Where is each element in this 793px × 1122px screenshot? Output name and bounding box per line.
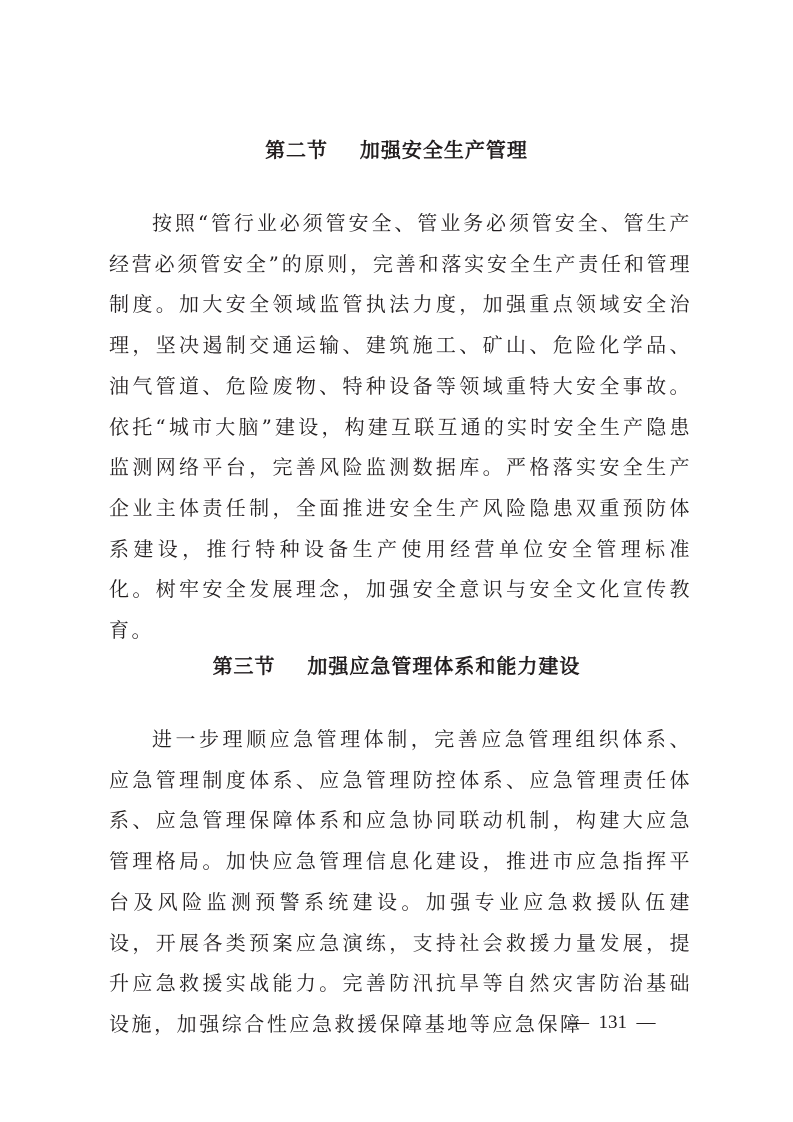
section-paragraph: 按照“管行业必须管安全、管业务必须管安全、管生产经营必须管安全”的原则，完善和落实安全生产责任和管理制度。加大安全领域监管执法力度，加强重点领域安全治理，坚决遏制交通运输、建筑施工、矿山、危险化学品、油气管道、危险废物、特种设备等领域重特大安全事故。依托“城市大脑”建设，构建互联互通的实时安全生产隐患监测网络平台，完善风险监测数据库。严格落实安全生产企业主体责任制，全面推进安全生产风险隐患双重预防体系建设，推行特种设备生产使用经营单位安全管理标准化。树牢安全发展理念，加强安全意识与安全文化宣传教育。 [109, 211, 692, 643]
section-paragraph: 进一步理顺应急管理体制，完善应急管理组织体系、应急管理制度体系、应急管理防控体系、应急管理责任体系、应急管理保障体系和应急协同联动机制，构建大应急管理格局。加快应急管理信息化建设，推进市应急指挥平台及风险监测预警系统建设。加强专业应急救援队伍建设，开展各类预案应急演练，支持社会救援力量发展，提升应急救援实战能力。完善防汛抗旱等自然灾害防治基础设施，加强综合性应急救援保障基地等应急保障 [109, 727, 692, 1036]
page-number: — 131 — [570, 1012, 656, 1033]
section-heading: 第三节 加强应急管理体系和能力建设 [212, 654, 581, 678]
section-heading: 第二节 加强安全生产管理 [265, 138, 528, 162]
